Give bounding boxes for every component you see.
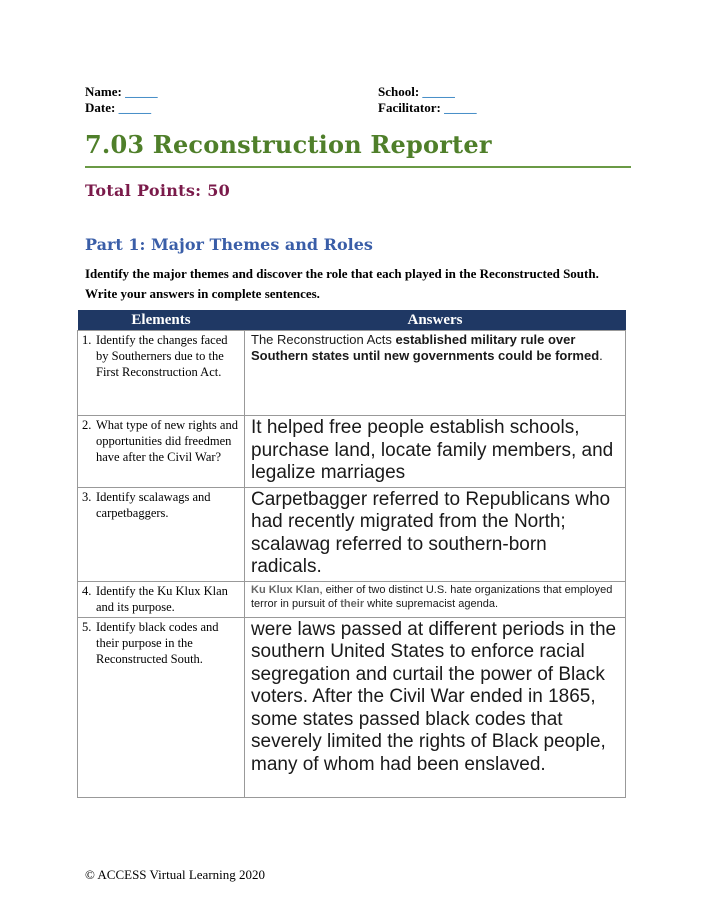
date-line	[85, 100, 158, 116]
element-text: Identify black codes and their purpose in the Reconstructed South.	[96, 619, 219, 666]
table-row	[78, 487, 626, 581]
element-cell	[78, 487, 245, 581]
answers-header: Answers	[245, 310, 626, 331]
element-text: What type of new rights and opportunities did freedmen have after the Civil War?	[96, 418, 238, 464]
answer-text: .	[599, 348, 603, 363]
answer-bold-text: their	[340, 597, 365, 610]
answers-table	[77, 310, 626, 798]
title-divider	[85, 166, 631, 168]
answer-cell[interactable]	[245, 331, 626, 416]
answer-text: The Reconstruction Acts	[251, 332, 396, 347]
elements-header: Elements	[78, 310, 245, 331]
answer-text: white supremacist agenda.	[364, 597, 499, 610]
table-row	[78, 581, 626, 617]
answer-text: , either of two distinct U.S. hate organizations that employed terror in pursuit of	[251, 583, 613, 610]
copyright-footer: © ACCESS Virtual Learning 2020	[85, 867, 266, 882]
row-number: 5.	[82, 619, 92, 634]
element-cell	[78, 581, 245, 617]
element-text: Identify the Ku Klux Klan and its purpose.	[96, 583, 228, 614]
answer-cell[interactable]	[245, 581, 626, 617]
facilitator-line	[378, 100, 477, 116]
name-blank[interactable]: _____	[125, 84, 158, 99]
row-number: 2.	[82, 418, 92, 432]
answer-text: were laws passed at different periods in the southern United States to enforce racial segregation and curtail the power of Black voters. After the Civil War ended in 1865, some states passed black codes that severely limited the rights of Black people, many of whom had been enslaved.	[251, 618, 617, 775]
element-cell	[78, 331, 245, 416]
document-title: 7.03 Reconstruction Reporter	[85, 130, 492, 159]
element-cell	[78, 617, 245, 797]
total-points: Total Points: 50	[85, 181, 231, 200]
date-blank[interactable]: _____	[118, 100, 152, 115]
name-label: Name:	[85, 84, 122, 99]
header-left	[85, 84, 158, 116]
answer-cell[interactable]	[245, 617, 626, 797]
table-row	[78, 617, 626, 797]
school-blank[interactable]: _____	[422, 84, 455, 99]
answer-bold-text: Ku Klux Klan	[251, 583, 320, 596]
table-row	[78, 416, 626, 488]
answer-cell[interactable]	[245, 416, 626, 488]
row-number: 1.	[82, 333, 92, 347]
answer-text: Carpetbagger referred to Republicans who had recently migrated from the North; scalawag referred to southern-born radicals.	[251, 488, 611, 577]
school-label: School:	[378, 84, 420, 99]
row-number: 4.	[82, 583, 92, 598]
answer-cell[interactable]	[245, 487, 626, 581]
facilitator-label: Facilitator:	[378, 100, 441, 115]
table-row	[78, 331, 626, 416]
name-line	[85, 84, 158, 100]
part1-heading: Part 1: Major Themes and Roles	[85, 235, 373, 254]
answer-text: It helped free people establish schools, purchase land, locate family members, and legalize marriages	[251, 417, 614, 483]
row-number: 3.	[82, 489, 92, 504]
school-line	[378, 84, 477, 100]
element-cell	[78, 416, 245, 488]
facilitator-blank[interactable]: _____	[444, 100, 477, 115]
date-label: Date:	[85, 100, 116, 115]
instructions: Identify the major themes and discover the role that each played in the Reconstructed South. Write your answers in complete sentences.	[85, 266, 599, 301]
element-text: Identify scalawags and carpetbaggers.	[96, 489, 211, 520]
header-right	[378, 84, 477, 116]
answer-bold-text: established military rule over Southern states until new governments could be formed	[251, 332, 600, 363]
element-text: Identify the changes faced by Southerners due to the First Reconstruction Act.	[96, 333, 228, 379]
table-header-row	[78, 310, 626, 331]
